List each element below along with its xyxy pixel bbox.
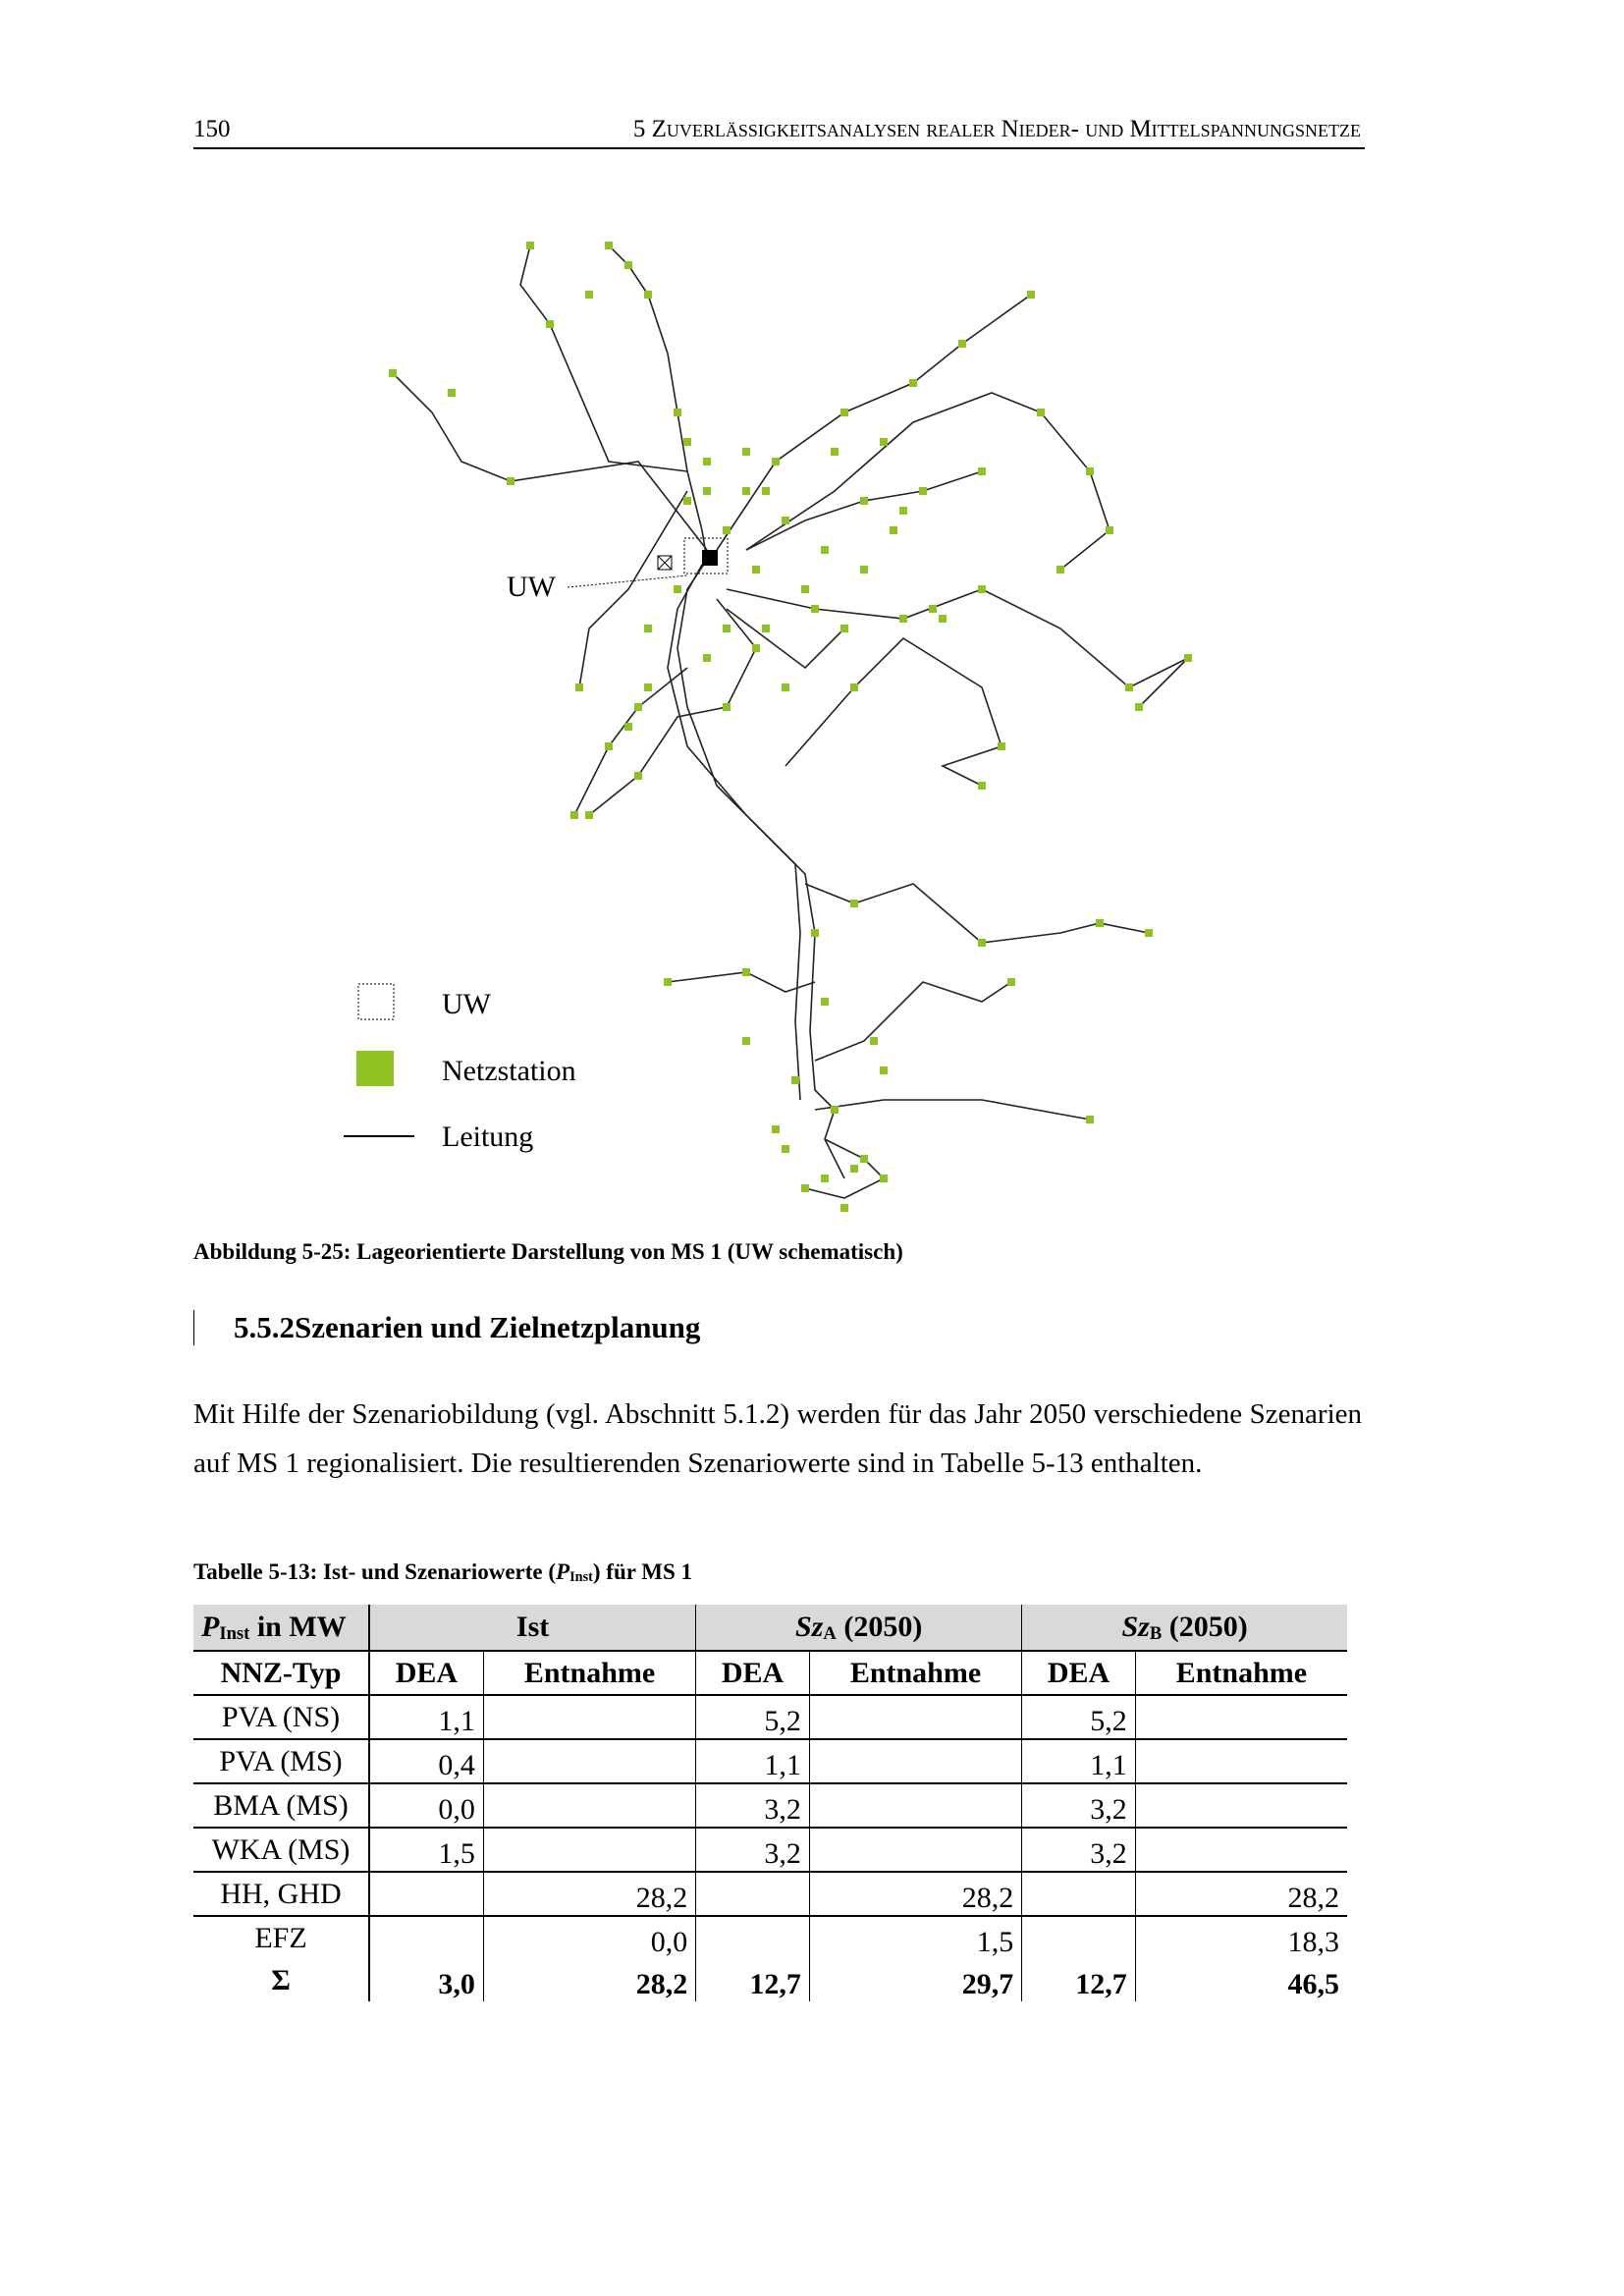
value-cell: 46,5	[1135, 1959, 1347, 2001]
leitung-line	[579, 491, 687, 687]
netzstation-marker	[840, 625, 848, 632]
netzstation-marker	[448, 389, 456, 397]
leitung-line	[668, 565, 800, 1100]
leitung-line	[520, 246, 687, 471]
netzstation-marker	[958, 340, 966, 348]
subheader-cell: Entnahme	[483, 1651, 695, 1695]
table-row	[193, 1783, 1347, 1828]
subheader-cell: DEA	[1022, 1651, 1136, 1695]
netzstation-marker	[870, 1037, 878, 1045]
value-cell: 5,2	[696, 1695, 810, 1739]
value-cell: 0,0	[483, 1916, 695, 1959]
value-cell: 1,1	[696, 1739, 810, 1783]
netzstation-marker	[1007, 978, 1015, 986]
netzstation-marker	[634, 772, 642, 780]
value-cell: 3,2	[696, 1828, 810, 1872]
table-subheader	[193, 1651, 1347, 1695]
netzstation-marker	[605, 242, 613, 249]
netzstation-marker	[840, 409, 848, 416]
netzstation-marker	[811, 605, 819, 613]
netzstation-marker	[899, 507, 907, 515]
value-cell	[696, 1916, 810, 1959]
table-row	[193, 1695, 1347, 1739]
row-label: Σ	[193, 1959, 369, 2001]
row-label: EFZ	[193, 1916, 369, 1959]
netzstation-marker	[752, 644, 760, 652]
value-cell	[809, 1783, 1021, 1828]
netzstation-marker	[674, 409, 681, 416]
value-cell	[1135, 1739, 1347, 1783]
netzstation-marker	[703, 458, 711, 465]
netzstation-marker	[1027, 291, 1035, 299]
page-number: 150	[193, 116, 231, 142]
leitung-line	[393, 373, 707, 550]
netzstation-marker	[919, 487, 927, 495]
page-header	[193, 110, 1365, 149]
leitung-line	[717, 295, 1031, 550]
leitung-line	[727, 589, 1188, 707]
value-cell: 1,1	[1022, 1739, 1136, 1783]
netzstation-marker	[644, 291, 652, 299]
netzstation-marker	[762, 487, 770, 495]
netzstation-marker	[575, 683, 583, 691]
network-map	[324, 216, 1227, 1228]
value-cell	[809, 1695, 1021, 1739]
subheader-cell: NNZ-Typ	[193, 1651, 369, 1695]
netzstation-marker	[772, 1125, 780, 1133]
netzstation-marker	[585, 291, 593, 299]
value-cell	[696, 1872, 810, 1916]
netzstation-marker	[570, 811, 578, 819]
subheader-cell: DEA	[696, 1651, 810, 1695]
value-cell: 28,2	[1135, 1872, 1347, 1916]
group-szb: $Sz_B$ (2050)	[1022, 1605, 1347, 1651]
netzstation-marker	[742, 487, 750, 495]
leitung-line	[805, 884, 1149, 943]
netzstation-marker	[624, 261, 632, 269]
legend-netzstation-label: Netzstation	[442, 1055, 576, 1087]
netzstation-marker	[1086, 1116, 1094, 1123]
value-cell: 5,2	[1022, 1695, 1136, 1739]
netzstation-marker	[605, 742, 613, 750]
group-sza: $Sz_A$ (2050)	[696, 1605, 1022, 1651]
subheader-cell: Entnahme	[1135, 1651, 1347, 1695]
value-cell: 3,2	[1022, 1828, 1136, 1872]
body-paragraph: Mit Hilfe der Szenariobildung (vgl. Abschnitt 5.1.2) werden für das Jahr 2050 verschiedene Szenarien auf MS 1 regionalisiert. Die resultierenden Szenariowerte sind in Tabelle 5-13 enthalten.	[193, 1398, 1362, 1479]
section-heading	[193, 1310, 700, 1345]
table-row	[193, 1739, 1347, 1783]
row-label: WKA (MS)	[193, 1828, 369, 1872]
netzstation-marker	[644, 625, 652, 632]
chapter-title: 5 Zuverlässigkeitsanalysen realer Nieder- und Mittelspannungsnetze	[632, 116, 1361, 142]
netzstation-marker	[723, 526, 731, 534]
table-row	[193, 1828, 1347, 1872]
netzstation-marker	[1086, 467, 1094, 475]
value-cell	[1135, 1783, 1347, 1828]
leitung-line	[609, 246, 707, 560]
value-cell	[483, 1739, 695, 1783]
netzstation-marker	[1145, 929, 1153, 937]
netzstation-marker	[664, 978, 672, 986]
netzstation-marker	[998, 742, 1005, 750]
table-group-header: $P_{Inst}$ in MW Ist $Sz_A$ (2050) $Sz_B$ (2050)	[193, 1605, 1347, 1651]
leitung-line	[574, 668, 687, 815]
netzstation-marker	[929, 605, 937, 613]
netzstation-marker	[624, 723, 632, 731]
netzstation-marker	[850, 1165, 858, 1173]
group-ist: Ist	[369, 1605, 696, 1651]
leitung-line	[746, 393, 1110, 570]
subheader-cell: DEA	[369, 1651, 483, 1695]
netzstation-marker	[389, 369, 397, 377]
netzstation-marker	[821, 998, 829, 1006]
netzstation-marker	[801, 585, 809, 593]
table-row	[193, 1916, 1347, 1959]
netzstation-marker	[978, 939, 986, 947]
netzstation-marker	[978, 585, 986, 593]
legend-uw-icon	[358, 984, 394, 1019]
value-cell: 3,2	[696, 1783, 810, 1828]
row-label: PVA (NS)	[193, 1695, 369, 1739]
netzstation-marker	[742, 1037, 750, 1045]
netzstation-marker	[860, 497, 868, 505]
netzstation-marker	[742, 968, 750, 976]
value-cell	[1022, 1916, 1136, 1959]
netzstation-marker	[782, 517, 789, 524]
value-cell: 28,2	[483, 1872, 695, 1916]
value-cell	[1135, 1695, 1347, 1739]
value-cell: 29,7	[809, 1959, 1021, 2001]
netzstation-marker	[634, 703, 642, 711]
value-cell: 28,2	[483, 1959, 695, 2001]
section-number: 5.5.2	[193, 1310, 295, 1345]
netzstation-marker	[850, 683, 858, 691]
netzstation-marker	[791, 1076, 799, 1084]
netzstation-marker	[742, 448, 750, 456]
netzstation-marker	[1135, 703, 1143, 711]
netzstation-marker	[821, 546, 829, 554]
netzstation-marker	[1125, 683, 1133, 691]
netzstation-marker	[860, 1155, 868, 1163]
leitung-line	[785, 638, 1001, 786]
uw-annotation: UW	[507, 571, 556, 603]
value-cell: 1,5	[809, 1916, 1021, 1959]
netzstation-marker	[782, 683, 789, 691]
netzstation-marker	[939, 615, 947, 623]
netzstation-marker	[880, 438, 888, 446]
table-row	[193, 1872, 1347, 1916]
value-cell: 18,3	[1135, 1916, 1347, 1959]
netzstation-marker	[507, 477, 514, 485]
netzstation-marker	[526, 242, 534, 249]
value-cell	[809, 1739, 1021, 1783]
value-cell	[369, 1872, 483, 1916]
netzstation-marker	[1106, 526, 1113, 534]
value-cell: 12,7	[696, 1959, 810, 2001]
netzstation-marker	[821, 1175, 829, 1182]
netzstation-marker	[683, 497, 691, 505]
legend-leitung-label: Leitung	[442, 1121, 534, 1153]
netzstation-marker	[585, 811, 593, 819]
netzstation-marker	[880, 1175, 888, 1182]
netzstation-marker	[762, 625, 770, 632]
value-cell: 12,7	[1022, 1959, 1136, 2001]
subheader-cell: Entnahme	[809, 1651, 1021, 1695]
leitung-line	[746, 471, 982, 550]
value-cell: 1,5	[369, 1828, 483, 1872]
leitung-line	[668, 972, 815, 992]
netzstation-marker	[801, 1184, 809, 1192]
figure-caption: Abbildung 5-25: Lageorientierte Darstellung von MS 1 (UW schematisch)	[193, 1239, 903, 1264]
netzstation-marker	[644, 683, 652, 691]
netzstation-marker	[782, 1145, 789, 1153]
value-cell	[483, 1783, 695, 1828]
value-cell: 0,0	[369, 1783, 483, 1828]
netzstation-marker	[546, 320, 554, 328]
legend-uw-label: UW	[442, 988, 491, 1020]
leitung-line	[805, 1139, 884, 1198]
netzstation-marker	[723, 703, 731, 711]
leitung-line	[589, 599, 756, 815]
netzstation-marker	[1096, 919, 1104, 927]
value-cell: 1,1	[369, 1695, 483, 1739]
uw-block	[702, 550, 718, 566]
netzstation-marker	[978, 467, 986, 475]
value-cell: 0,4	[369, 1739, 483, 1783]
leitung-line	[815, 1100, 1090, 1120]
value-cell	[369, 1916, 483, 1959]
netzstation-marker	[890, 526, 897, 534]
netzstation-marker	[860, 566, 868, 574]
table-caption: Tabelle 5-13: Ist- und Szenariowerte $(P_{Inst})$ für MS 1	[193, 1559, 693, 1586]
uw-cross-icon	[658, 556, 672, 570]
value-cell	[1135, 1828, 1347, 1872]
netzstation-marker	[880, 1066, 888, 1074]
row-label: PVA (MS)	[193, 1739, 369, 1783]
leitung-line	[727, 609, 844, 668]
netzstation-marker	[703, 487, 711, 495]
scenario-table	[193, 1605, 1347, 2001]
netzstation-marker	[1056, 566, 1064, 574]
netzstation-marker	[752, 566, 760, 574]
netzstation-marker	[1184, 654, 1192, 662]
netzstation-marker	[1037, 409, 1045, 416]
section-title: Szenarien und Zielnetzplanung	[295, 1310, 701, 1344]
value-cell	[809, 1828, 1021, 1872]
netzstation-marker	[683, 438, 691, 446]
netzstation-marker	[831, 448, 839, 456]
netzstation-marker	[840, 1204, 848, 1212]
netzstation-marker	[723, 625, 731, 632]
value-cell: 3,2	[1022, 1783, 1136, 1828]
netzstation-marker	[978, 782, 986, 790]
netzstation-marker	[850, 900, 858, 907]
netzstation-marker	[899, 615, 907, 623]
row-label: HH, GHD	[193, 1872, 369, 1916]
netzstation-marker	[772, 458, 780, 465]
value-cell	[483, 1695, 695, 1739]
netzstation-marker	[674, 585, 681, 593]
uw-pointer	[568, 575, 687, 587]
value-cell	[483, 1828, 695, 1872]
table-row	[193, 1959, 1347, 2001]
leitung-line	[815, 982, 1011, 1061]
legend-netzstation-icon	[356, 1051, 394, 1086]
value-cell	[1022, 1872, 1136, 1916]
netzstation-marker	[703, 654, 711, 662]
value-cell: 3,0	[369, 1959, 483, 2001]
netzstation-marker	[831, 1106, 839, 1114]
row-label: BMA (MS)	[193, 1783, 369, 1828]
netzstation-marker	[811, 929, 819, 937]
value-cell: 28,2	[809, 1872, 1021, 1916]
netzstation-marker	[909, 379, 917, 387]
